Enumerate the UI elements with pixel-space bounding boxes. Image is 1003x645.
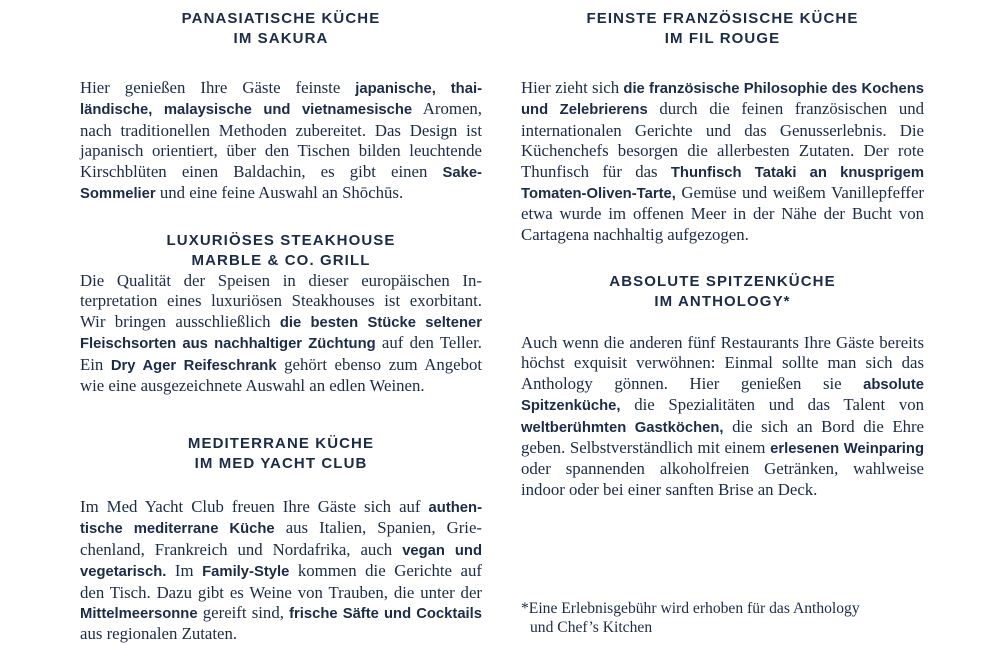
highlight-text: die französische Philosophie des Kochens und Zelebrierens [521,81,924,119]
section-title-sakura: PANASIATISCHE KÜCHE IM SAKURA [181,10,381,47]
highlight-text: Dry Ager Reifeschrank [110,357,277,374]
section-marble [80,231,482,396]
section-sakura [80,9,482,204]
highlight-text: erlesenen Weinparing [770,441,924,458]
highlight-text: weltberühmten Gastköchen, [521,419,724,436]
section-title-anthology: ABSOLUTE SPITZENKÜCHE IM ANTHOLOGY* [609,273,836,310]
footnote [521,599,931,637]
highlight-text: vegan und vegetarisch. [80,542,482,581]
highlight-text: absolute Spitzenküche, [521,376,924,415]
section-body-marble: Die Qualität der Speisen in dieser europäischen Interpretation eines luxuriösen Steakhouses ist exorbitant. Wir bringen ausschließlich die besten Stücke seltener Fleischsorten aus nachhaltiger Züchtung auf den Teller. Ein Dry Ager Reifeschrank gehört ebenso zum Angebot wie eine ausgezeichnete Auswahl an edlen Weinen. [80,271,483,396]
section-med [80,434,482,645]
section-title-marble: LUXURIÖSES STEAKHOUSE MARBLE & CO. GRILL [166,232,396,269]
section-filrouge [521,9,924,245]
section-body-anthology: Auch wenn die anderen fünf Restaurants Ihre Gäste bereits höchst exquisit verwöhnen: Einmal sollte man sich das Anthology gönnen. Hier genießen sie absolute Spitzenküche, die Spezialitäten und das Talent von weltberühmten Gastköchen, die sich an Bord die Ehre geben. Selbstverständlich mit einem erlesenen Weinparing oder spannenden alkoholfreien Getränken, wahlweise indoor oder bei einer sanften Brise an Deck. [521,333,925,499]
highlight-text: Sake-Sommelier [80,164,482,203]
highlight-text: Thunfisch Tataki an knusprigem Tomaten-Oliven-Tarte, [521,164,924,203]
highlight-text: authentische mediterrane Küche [80,500,482,538]
section-title-filrouge: FEINSTE FRANZÖSISCHE KÜCHE IM FIL ROUGE [586,10,859,47]
highlight-text: japanische, thailändische, malaysische und vietnamesische [80,81,483,119]
highlight-text: Family-Style [202,564,290,581]
highlight-text: frische Säfte und Cocktails [289,606,482,623]
section-body-med: Im Med Yacht Club freuen Ihre Gäste sich auf authentische mediterrane Küche aus Italien, Spanien, Griechenland, Frankreich und Nordafrika, auch vegan und vegetarisch. Im Family-Style kommen die Gerichte auf den Tisch. Dazu gibt es Weine von Trauben, die unter der Mittelmeersonne gereift sind, frische Säfte und Cocktails aus regionalen Zutaten. [80,497,482,644]
section-anthology [521,272,924,500]
section-body-sakura: Hier genießen Ihre Gäste feinste japanische, thailändische, malaysische und vietnamesische Aromen, nach traditionellen Methoden zubereitet. Das Design ist japanisch orientiert, über den Tischen bilden leuchtende Kirschblüten einen Baldachin, es gibt einen Sake-Sommelier und eine feine Auswahl an Shōchūs. [80,78,483,203]
footnote-line-2: und Chef’s Kitchen [530,619,653,636]
footnote-line-1: *Eine Erlebnisgebühr wird erhoben für das Anthology [521,600,860,617]
section-body-filrouge: Hier zieht sich die französische Philosophie des Kochens und Zelebrierens durch die feinen französischen und internationalen Gerichte und das Genusserlebnis. Die Küchenchefs besorgen die allerbesten Zutaten. Der rote Thunfisch für das Thunfisch Tataki an knusprigem Tomaten-Oliven-Tarte, Gemüse und weißem Vanillepfeffer etwa wurde im offenen Meer in der Nähe der Bucht von Cartagena nachhaltig aufgezogen. [521,78,924,244]
highlight-text: die besten Stücke seltener Fleischsorten aus nachhaltiger Züchtung [80,314,482,353]
highlight-text: Mittelmeersonne [80,606,198,623]
section-title-med: MEDITERRANE KÜCHE IM MED YACHT CLUB [187,435,375,472]
